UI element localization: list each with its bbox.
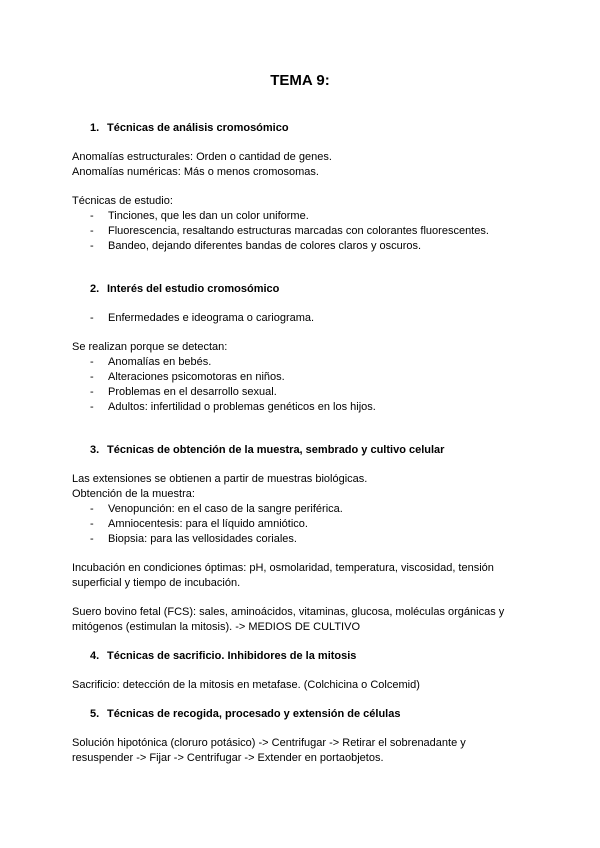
bullet-dash: - (90, 533, 94, 545)
list-item: - Bandeo, dejando diferentes bandas de colores claros y oscuros. (90, 240, 422, 252)
list-item: - Adultos: infertilidad o problemas genéticos en los hijos. (90, 401, 376, 413)
list-item: - Enfermedades e ideograma o cariograma. (90, 312, 315, 324)
bullet-dash: - (90, 210, 94, 222)
bullet-dash: - (90, 518, 94, 530)
bullet-dash: - (90, 386, 94, 398)
s5-text-solution: Solución hipotónica (cloruro potásico) -> Centrifugar -> Retirar el sobrenadante y (72, 737, 466, 749)
section-1-number: 1. (90, 122, 100, 134)
s3-text-incubation: Incubación en condiciones óptimas: pH, osmolaridad, temperatura, viscosidad, tensión (72, 562, 494, 574)
s1-text-numerical: Anomalías numéricas: Más o menos cromosomas. (72, 166, 319, 178)
section-2-heading (90, 283, 279, 295)
s3-text-serum-cont: mitógenos (estimulan la mitosis). -> MEDIOS DE CULTIVO (72, 621, 361, 633)
s4-text-sacrifice: Sacrificio: detección de la mitosis en metafase. (Colchicina o Colcemid) (72, 679, 420, 691)
bullet-dash: - (90, 312, 94, 324)
s3-text-incubation-cont: superficial y tiempo de incubación. (72, 577, 241, 589)
s3-text-sample: Obtención de la muestra: (72, 488, 195, 500)
list-item: - Fluorescencia, resaltando estructuras marcadas con colorantes fluorescentes. (90, 225, 489, 237)
list-item: - Amniocentesis: para el líquido amniótico. (90, 518, 308, 530)
page-title: TEMA 9: (270, 72, 330, 89)
section-4-number: 4. (90, 650, 100, 662)
section-2-number: 2. (90, 283, 100, 295)
list-item: - Anomalías en bebés. (90, 356, 212, 368)
section-1-heading (90, 122, 289, 134)
s1-text-techniques: Técnicas de estudio: (72, 195, 173, 207)
bullet-dash: - (90, 401, 94, 413)
list-item: - Venopunción: en el caso de la sangre periférica. (90, 503, 343, 515)
bullet-dash: - (90, 240, 94, 252)
list-item: - Biopsia: para las vellosidades coriales. (90, 533, 297, 545)
section-5-title: Técnicas de recogida, procesado y extensión de células (107, 708, 401, 720)
section-1-title: Técnicas de análisis cromosómico (107, 122, 289, 134)
s3-text-extensions: Las extensiones se obtienen a partir de muestras biológicas. (72, 473, 368, 485)
s3-text-serum: Suero bovino fetal (FCS): sales, aminoácidos, vitaminas, glucosa, moléculas orgánicas y (72, 606, 505, 618)
section-3-heading (90, 444, 444, 456)
section-2-title: Interés del estudio cromosómico (107, 283, 280, 295)
list-item: - Tinciones, que les dan un color uniforme. (90, 210, 309, 222)
section-3-number: 3. (90, 444, 100, 456)
section-5-heading (90, 708, 400, 720)
bullet-dash: - (90, 225, 94, 237)
bullet-dash: - (90, 503, 94, 515)
list-item: - Alteraciones psicomotoras en niños. (90, 371, 285, 383)
s5-text-solution-cont: resuspender -> Fijar -> Centrifugar -> Extender en portaobjetos. (72, 752, 384, 764)
s1-text-structural: Anomalías estructurales: Orden o cantidad de genes. (72, 151, 332, 163)
bullet-dash: - (90, 356, 94, 368)
s2-text-detected: Se realizan porque se detectan: (72, 341, 228, 353)
section-4-heading (90, 650, 356, 662)
list-item: - Problemas en el desarrollo sexual. (90, 386, 277, 398)
bullet-dash: - (90, 371, 94, 383)
section-5-number: 5. (90, 708, 100, 720)
section-3-title: Técnicas de obtención de la muestra, sembrado y cultivo celular (107, 444, 445, 456)
section-4-title: Técnicas de sacrificio. Inhibidores de la mitosis (107, 650, 357, 662)
